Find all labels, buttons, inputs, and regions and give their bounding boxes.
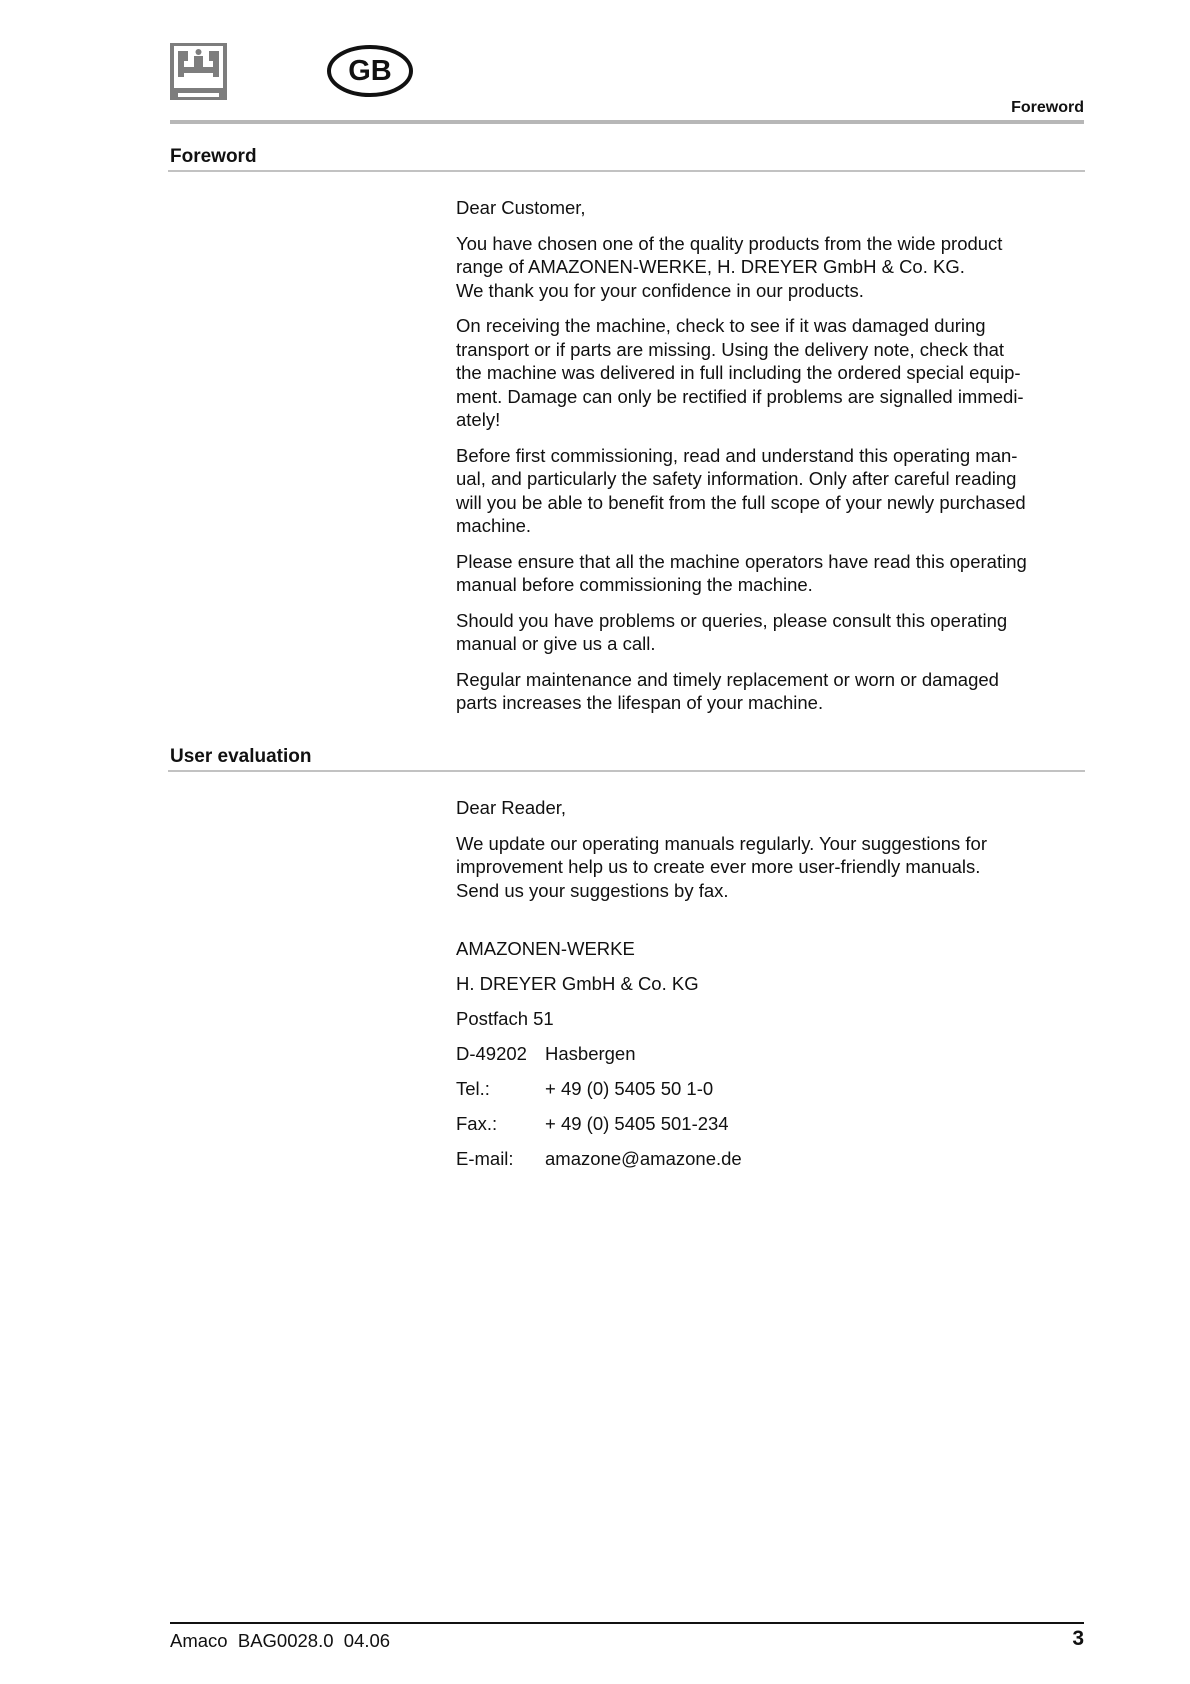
- address-city: Hasbergen: [545, 1043, 636, 1064]
- page-number: 3: [1072, 1627, 1084, 1650]
- text-line: transport or if parts are missing. Using the delivery note, check that: [456, 338, 1005, 360]
- foreword-paragraph: [456, 232, 1081, 303]
- tel-label: Tel.:: [456, 1078, 490, 1099]
- text-line: You have chosen one of the quality products from the wide product: [456, 232, 1003, 254]
- fax-label: Fax.:: [456, 1113, 498, 1134]
- user-evaluation-body: [456, 796, 1081, 914]
- text-line: ately!: [456, 409, 501, 430]
- text-line: Please ensure that all the machine operators have read this operating: [456, 550, 1027, 572]
- text-line: Should you have problems or queries, please consult this operating: [456, 609, 1008, 631]
- document-reference: Amaco BAG0028.0 04.06: [170, 1630, 391, 1651]
- address-company-full: H. DREYER GmbH & Co. KG: [456, 973, 699, 994]
- foreword-paragraph: [456, 550, 1081, 597]
- country-code: GB: [348, 55, 392, 87]
- text-line: We thank you for your confidence in our products.: [456, 279, 864, 301]
- footer-rule: [170, 1622, 1084, 1624]
- text-line: Before first commissioning, read and understand this operating man-: [456, 444, 1018, 466]
- text-line: ment. Damage can only be rectified if problems are signalled immedi-: [456, 385, 1024, 407]
- evaluation-greeting: Dear Reader,: [456, 797, 567, 818]
- text-line: We update our operating manuals regularly. Your suggestions for: [456, 832, 988, 854]
- address-email-line: [456, 1148, 742, 1170]
- text-line: range of AMAZONEN-WERKE, H. DREYER GmbH & Co. KG.: [456, 256, 965, 277]
- text-line: manual before commissioning the machine.: [456, 574, 813, 595]
- text-line: improvement help us to create ever more user-friendly manuals.: [456, 856, 981, 877]
- running-title: Foreword: [1011, 99, 1084, 116]
- email-label: E-mail:: [456, 1148, 514, 1169]
- text-line: Send us your suggestions by fax.: [456, 879, 729, 901]
- foreword-body: [456, 196, 1081, 727]
- foreword-paragraph: [456, 444, 1081, 538]
- address-fax-line: [456, 1113, 729, 1135]
- user-evaluation-heading: User evaluation: [170, 746, 312, 767]
- foreword-paragraph: [456, 668, 1081, 715]
- text-line: parts increases the lifespan of your machine.: [456, 692, 824, 713]
- fax-value: + 49 (0) 5405 501-234: [545, 1113, 729, 1134]
- address-po-box: Postfach 51: [456, 1008, 554, 1029]
- text-line: ual, and particularly the safety information. Only after careful reading: [456, 468, 1017, 489]
- amazone-logo: [170, 43, 227, 100]
- user-evaluation-rule: [168, 770, 1085, 772]
- text-line: the machine was delivered in full including the ordered special equip-: [456, 362, 1021, 383]
- header-rule: [170, 120, 1084, 124]
- address-company: AMAZONEN-WERKE: [456, 938, 635, 959]
- foreword-heading: Foreword: [170, 146, 257, 167]
- foreword-paragraph: [456, 314, 1081, 432]
- foreword-greeting: Dear Customer,: [456, 197, 586, 218]
- email-value: amazone@amazone.de: [545, 1148, 742, 1169]
- address-postcode: D-49202: [456, 1043, 527, 1064]
- foreword-paragraph: [456, 609, 1081, 656]
- address-tel-line: [456, 1078, 713, 1100]
- address-city-line: [456, 1043, 636, 1065]
- tel-value: + 49 (0) 5405 50 1-0: [545, 1078, 714, 1099]
- text-line: machine.: [456, 515, 532, 536]
- text-line: will you be able to benefit from the full scope of your newly purchased: [456, 491, 1026, 513]
- evaluation-paragraph: [456, 832, 1081, 903]
- text-line: On receiving the machine, check to see if it was damaged during: [456, 315, 986, 336]
- country-code-badge: [326, 44, 414, 98]
- text-line: manual or give us a call.: [456, 633, 656, 654]
- text-line: Regular maintenance and timely replacement or worn or damaged: [456, 668, 999, 690]
- foreword-rule: [168, 170, 1085, 172]
